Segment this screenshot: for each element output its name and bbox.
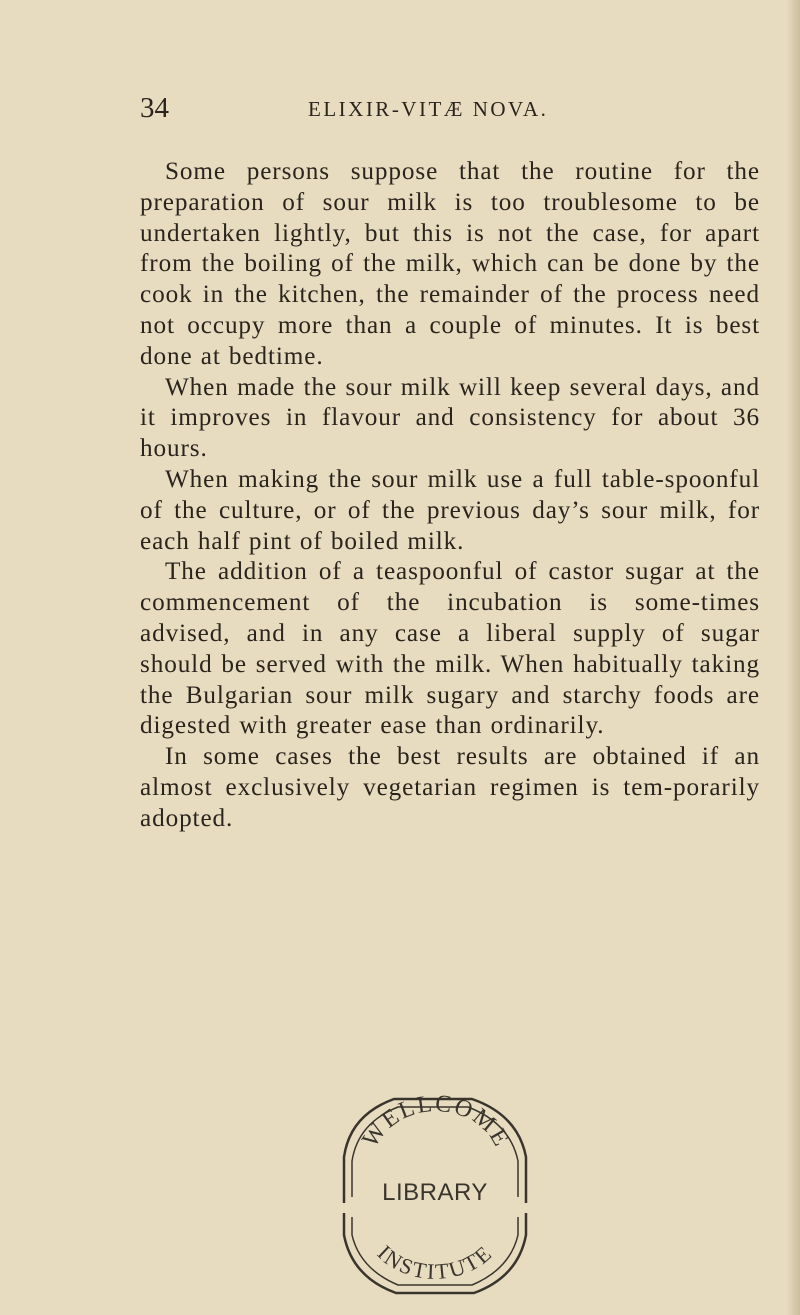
- paragraph: When made the sour milk will keep several days, and it improves in flavour and consistency for about 36 hours.: [140, 373, 760, 463]
- paragraph: When making the sour milk use a full table-spoonful of the culture, or of the previous day’s sour milk, for each half pint of boiled milk.: [140, 465, 760, 555]
- paragraph: The addition of a teaspoonful of castor sugar at the commencement of the incubation is some-times advised, and in any case a liberal supply of sugar should be served with the milk. When habitually taking the Bulgarian sour milk sugary and starchy foods are digested with greater ease than ordinarily.: [140, 558, 760, 740]
- stamp-bottom-text: INSTITUTE: [372, 1239, 498, 1285]
- library-stamp: [332, 1085, 542, 1305]
- page-edge-shadow: [786, 0, 800, 1315]
- stamp-center-text: LIBRARY: [382, 1179, 488, 1206]
- stamp-top-text: WELLCOME: [357, 1090, 515, 1153]
- running-title: ELIXIR-VITÆ NOVA.: [308, 97, 549, 121]
- paragraph: Some persons suppose that the routine for the preparation of sour milk is too troublesome to be undertaken lightly, but this is not the case, for apart from the boiling of the milk, which can be done by the cook in the kitchen, the remainder of the process need not occupy more than a couple of minutes. It is best done at bedtime.: [140, 158, 760, 370]
- body-text: [140, 157, 760, 835]
- page-number: 34: [140, 92, 169, 124]
- page-header: [140, 92, 760, 132]
- paragraph: In some cases the best results are obtained if an almost exclusively vegetarian regimen is tem-porarily adopted.: [140, 743, 760, 832]
